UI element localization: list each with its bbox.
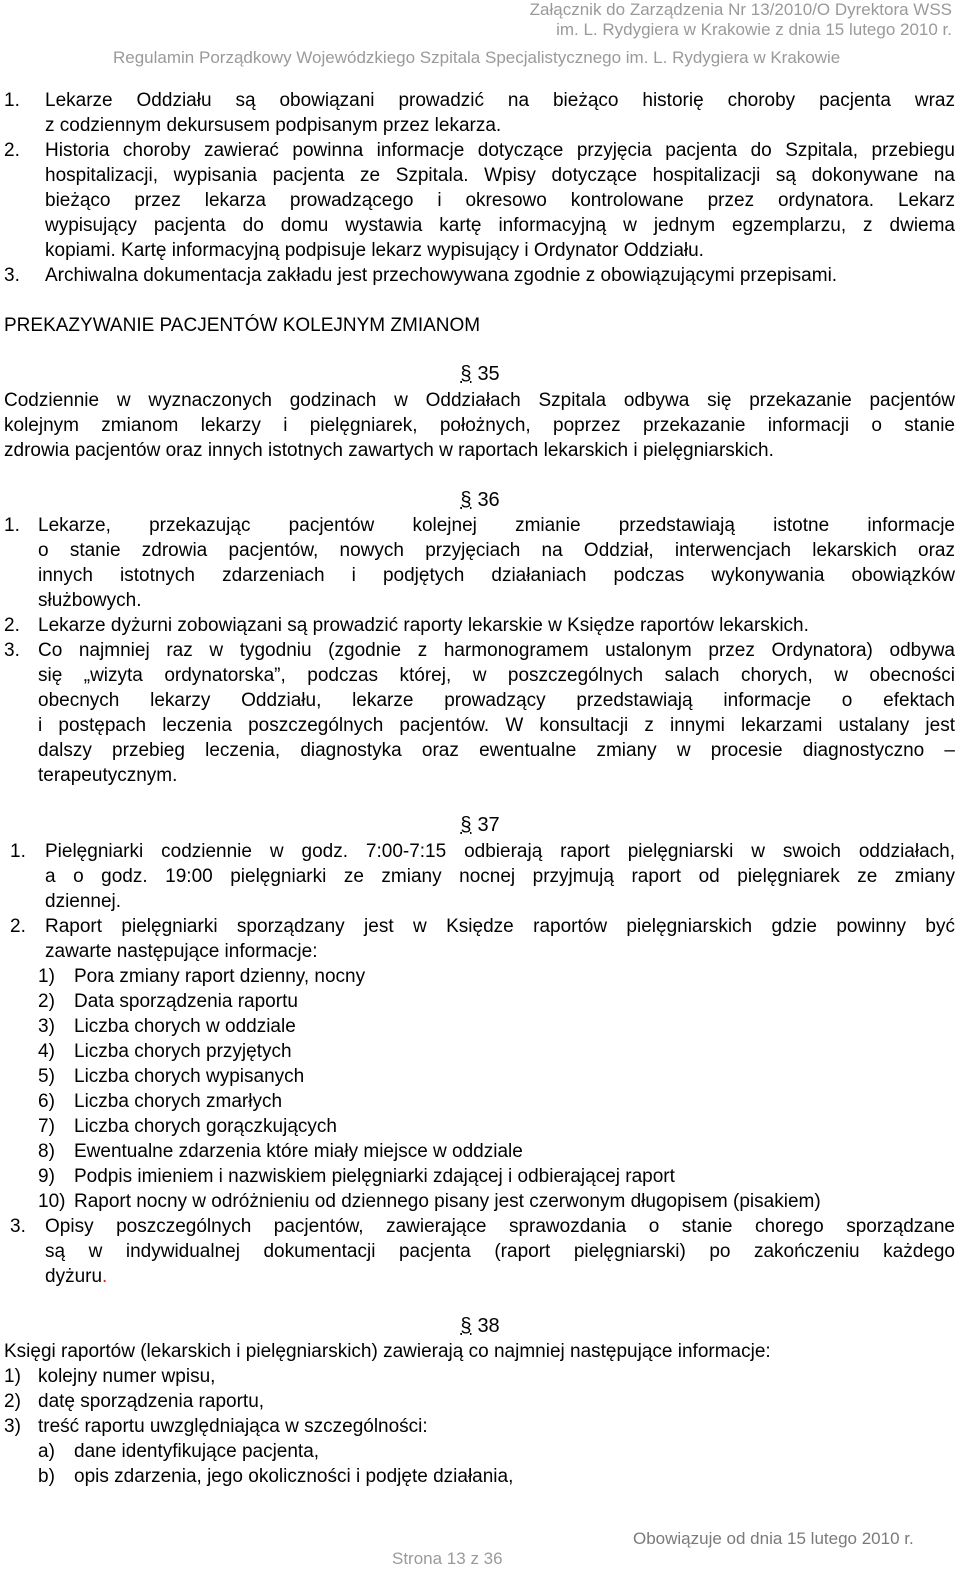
p36-item-3-line: i postępach leczenia poszczególnych pacjentów. W konsultacji z innymi lekarzami ustalany jest	[38, 715, 955, 736]
p37-subitem	[0, 989, 960, 1014]
p37-item-2-number: 2.	[10, 916, 26, 937]
p37-subitem-number: 6)	[38, 1091, 55, 1112]
p37-item-1-line: Pielęgniarki codziennie w godz. 7:00-7:15 odbierają raport pielęgniarski w swoich oddziałach,	[45, 841, 955, 862]
top-item-1-number: 1.	[4, 90, 20, 111]
p37-item-1-line: dziennej.	[45, 891, 122, 912]
header-line-3: Regulamin Porządkowy Wojewódzkiego Szpitala Specjalistycznego im. L. Rydygiera w Krakowie	[113, 48, 841, 67]
p36-item-2-number: 2.	[4, 615, 20, 636]
section-sign: §	[460, 814, 472, 836]
paragraph-number: 36	[477, 489, 500, 511]
p37-subitem	[0, 1164, 960, 1189]
top-item-1	[0, 88, 960, 138]
p37-subitem-text: Liczba chorych wypisanych	[74, 1066, 305, 1087]
p37-subitem-number: 4)	[38, 1041, 55, 1062]
p36-item-1-line: innych istotnych zdarzeniach i podjętych działaniach podczas wykonywania obowiązków	[38, 565, 955, 586]
p38-subitem-number: b)	[38, 1466, 55, 1487]
p37-subitem-number: 3)	[38, 1016, 55, 1037]
p38-subitem-number: a)	[38, 1441, 55, 1462]
top-item-2-line: Historia choroby zawierać powinna informacje dotyczące przyjęcia pacjenta do Szpitala, przebiegu	[45, 140, 955, 161]
p37-subitem	[0, 1039, 960, 1064]
p38-item	[0, 1414, 960, 1439]
paragraph-mark-p36	[0, 488, 960, 513]
p37-subitem	[0, 1139, 960, 1164]
p36-item-3-line: dalszy przebieg leczenia, diagnostyka oraz ewentualne zmiany w procesie diagnostyczno –	[38, 740, 955, 761]
top-item-2	[0, 138, 960, 263]
top-item-3	[0, 263, 960, 288]
p36-item-2-line: Lekarze dyżurni zobowiązani są prowadzić raporty lekarskie w Księdze raportów lekarskich.	[38, 615, 809, 636]
p37-subitem-number: 2)	[38, 991, 55, 1012]
p35-line: Codziennie w wyznaczonych godzinach w Oddziałach Szpitala odbywa się przekazanie pacjentów	[4, 390, 955, 411]
p37-subitem-text: Liczba chorych w oddziale	[74, 1016, 296, 1037]
p36-item-3-line: obecnych lekarzy Oddziału, lekarze prowadzący przedstawiają informacje o efektach	[38, 690, 955, 711]
p36-item-1-line: Lekarze, przekazując pacjentów kolejnej zmianie przedstawiają istotne informacje	[38, 515, 955, 536]
p38-subitem	[0, 1439, 960, 1464]
p38-item-number: 3)	[4, 1416, 21, 1437]
p37-item-2-line: Raport pielęgniarki sporządzany jest w Księdze raportów pielęgniarskich gdzie powinny być	[45, 916, 955, 937]
paragraph-mark-p35	[0, 362, 960, 387]
p38-item	[0, 1364, 960, 1389]
p37-item-2	[0, 914, 960, 964]
p38-item-number: 1)	[4, 1366, 21, 1387]
p38-item-number: 2)	[4, 1391, 21, 1412]
header-line-2: im. L. Rydygiera w Krakowie z dnia 15 lutego 2010 r.	[556, 20, 952, 39]
top-item-2-line: bieżąco przez lekarza prowadzącego i okresowo kontrolowane przez ordynatora. Lekarz	[45, 190, 955, 211]
p37-item-3-line: Opisy poszczególnych pacjentów, zawierające sprawozdania o stanie chorego sporządzane	[45, 1216, 955, 1237]
top-item-3-line: Archiwalna dokumentacja zakładu jest przechowywana zgodnie z obowiązującymi przepisami.	[45, 265, 838, 286]
page-number: Strona 13 z 36	[392, 1549, 503, 1568]
section-sign: §	[460, 489, 472, 511]
section-sign: §	[460, 363, 472, 385]
p37-subitem-number: 10)	[38, 1191, 66, 1212]
red-period: .	[102, 1266, 108, 1287]
p36-item-3-line: się „wizyta ordynatorska”, podczas której, w poszczególnych salach chorych, w obecności	[38, 665, 955, 686]
p38-subitem	[0, 1464, 960, 1489]
p36-item-1	[0, 513, 960, 613]
p37-subitem-text: Pora zmiany raport dzienny, nocny	[74, 966, 366, 987]
p37-item-1-number: 1.	[10, 841, 26, 862]
p37-subitem-text: Liczba chorych gorączkujących	[74, 1116, 337, 1137]
p37-item-3-number: 3.	[10, 1216, 26, 1237]
p35-line: kolejnym zmianom lekarzy i pielęgniarek, położnych, poprzez przekazanie informacji o stanie	[4, 415, 955, 436]
p38-subitem-text: dane identyfikujące pacjenta,	[74, 1441, 320, 1462]
p37-item-1-line: a o godz. 19:00 pielęgniarki ze zmiany nocnej przyjmują raport od pielęgniarek ze zmiany	[45, 866, 955, 887]
p36-item-2	[0, 613, 960, 638]
section-heading: PREKAZYWANIE PACJENTÓW KOLEJNYM ZMIANOM	[4, 315, 481, 336]
top-item-2-line: hospitalizacji, wypisania pacjenta ze Szpitala. Wpisy dotyczące hospitalizacji są dokonywane na	[45, 165, 955, 186]
p36-item-3-line: Co najmniej raz w tygodniu (zgodnie z harmonogramem ustalonym przez Ordynatora) odbywa	[38, 640, 955, 661]
effective-date: Obowiązuje od dnia 15 lutego 2010 r.	[633, 1529, 914, 1548]
paragraph-number: 37	[477, 814, 500, 836]
p35-line: zdrowia pacjentów oraz innych istotnych zawartych w raportach lekarskich i pielęgniarskich.	[4, 440, 774, 461]
p38-item-text: treść raportu uwzględniająca w szczególności:	[38, 1416, 428, 1437]
p36-item-3-line: terapeutycznym.	[38, 765, 178, 786]
p37-subitem	[0, 1114, 960, 1139]
p37-item-3	[0, 1214, 960, 1289]
p37-item-1	[0, 839, 960, 914]
p37-subitem	[0, 1089, 960, 1114]
paragraph-mark-p38	[0, 1314, 960, 1339]
p37-subitem	[0, 964, 960, 989]
p38-item-text: datę sporządzenia raportu,	[38, 1391, 265, 1412]
header-line-1: Załącznik do Zarządzenia Nr 13/2010/O Dyrektora WSS	[529, 0, 952, 19]
p37-subitem-text: Raport nocny w odróżnieniu od dziennego pisany jest czerwonym długopisem (pisakiem)	[74, 1191, 821, 1212]
p37-subitem-text: Liczba chorych przyjętych	[74, 1041, 292, 1062]
p37-subitem	[0, 1189, 960, 1214]
p38-item-text: kolejny numer wpisu,	[38, 1366, 216, 1387]
p36-item-1-line: służbowych.	[38, 590, 142, 611]
top-item-2-line: kopiami. Kartę informacyjną podpisuje lekarz wypisujący i Ordynator Oddziału.	[45, 240, 704, 261]
p37-subitem	[0, 1064, 960, 1089]
p37-item-3-line: są w indywidualnej dokumentacji pacjenta (raport pielęgniarski) po zakończeniu każdego	[45, 1241, 955, 1262]
p37-subitem-text: Podpis imieniem i nazwiskiem pielęgniarki zdającej i odbierającej raport	[74, 1166, 675, 1187]
p37-item-3-line: dyżuru.	[45, 1266, 108, 1287]
p37-subitem-text: Ewentualne zdarzenia które miały miejsce w oddziale	[74, 1141, 523, 1162]
top-item-1-line: z codziennym dekursusem podpisanym przez lekarza.	[45, 115, 502, 136]
paragraph-number: 38	[477, 1315, 500, 1337]
p37-item-2-line: zawarte następujące informacje:	[45, 941, 318, 962]
p37-subitem-text: Liczba chorych zmarłych	[74, 1091, 283, 1112]
p38-intro: Księgi raportów (lekarskich i pielęgniarskich) zawierają co najmniej następujące informacje:	[4, 1341, 771, 1362]
p37-subitem-text: Data sporządzenia raportu	[74, 991, 298, 1012]
p37-subitem-number: 7)	[38, 1116, 55, 1137]
p37-subitem-number: 5)	[38, 1066, 55, 1087]
p37-subitem-number: 8)	[38, 1141, 55, 1162]
top-item-3-number: 3.	[4, 265, 20, 286]
p37-subitem-number: 9)	[38, 1166, 55, 1187]
top-item-2-line: wypisujący pacjenta do domu wystawia kartę informacyjną w jednym egzemplarzu, z dwiema	[45, 215, 955, 236]
top-item-1-line: Lekarze Oddziału są obowiązani prowadzić na bieżąco historię choroby pacjenta wraz	[45, 90, 955, 111]
p36-item-3-number: 3.	[4, 640, 20, 661]
p36-item-1-line: o stanie zdrowia pacjentów, nowych przyjęciach na Oddział, interwencjach lekarskich oraz	[38, 540, 955, 561]
p36-item-3	[0, 638, 960, 788]
p36-item-1-number: 1.	[4, 515, 20, 536]
paragraph-mark-p37	[0, 813, 960, 838]
p37-subitem	[0, 1014, 960, 1039]
p38-item	[0, 1389, 960, 1414]
top-item-2-number: 2.	[4, 140, 20, 161]
paragraph-number: 35	[477, 363, 500, 385]
p38-subitem-text: opis zdarzenia, jego okoliczności i podjęte działania,	[74, 1466, 514, 1487]
p37-subitem-number: 1)	[38, 966, 55, 987]
section-sign: §	[460, 1315, 472, 1337]
